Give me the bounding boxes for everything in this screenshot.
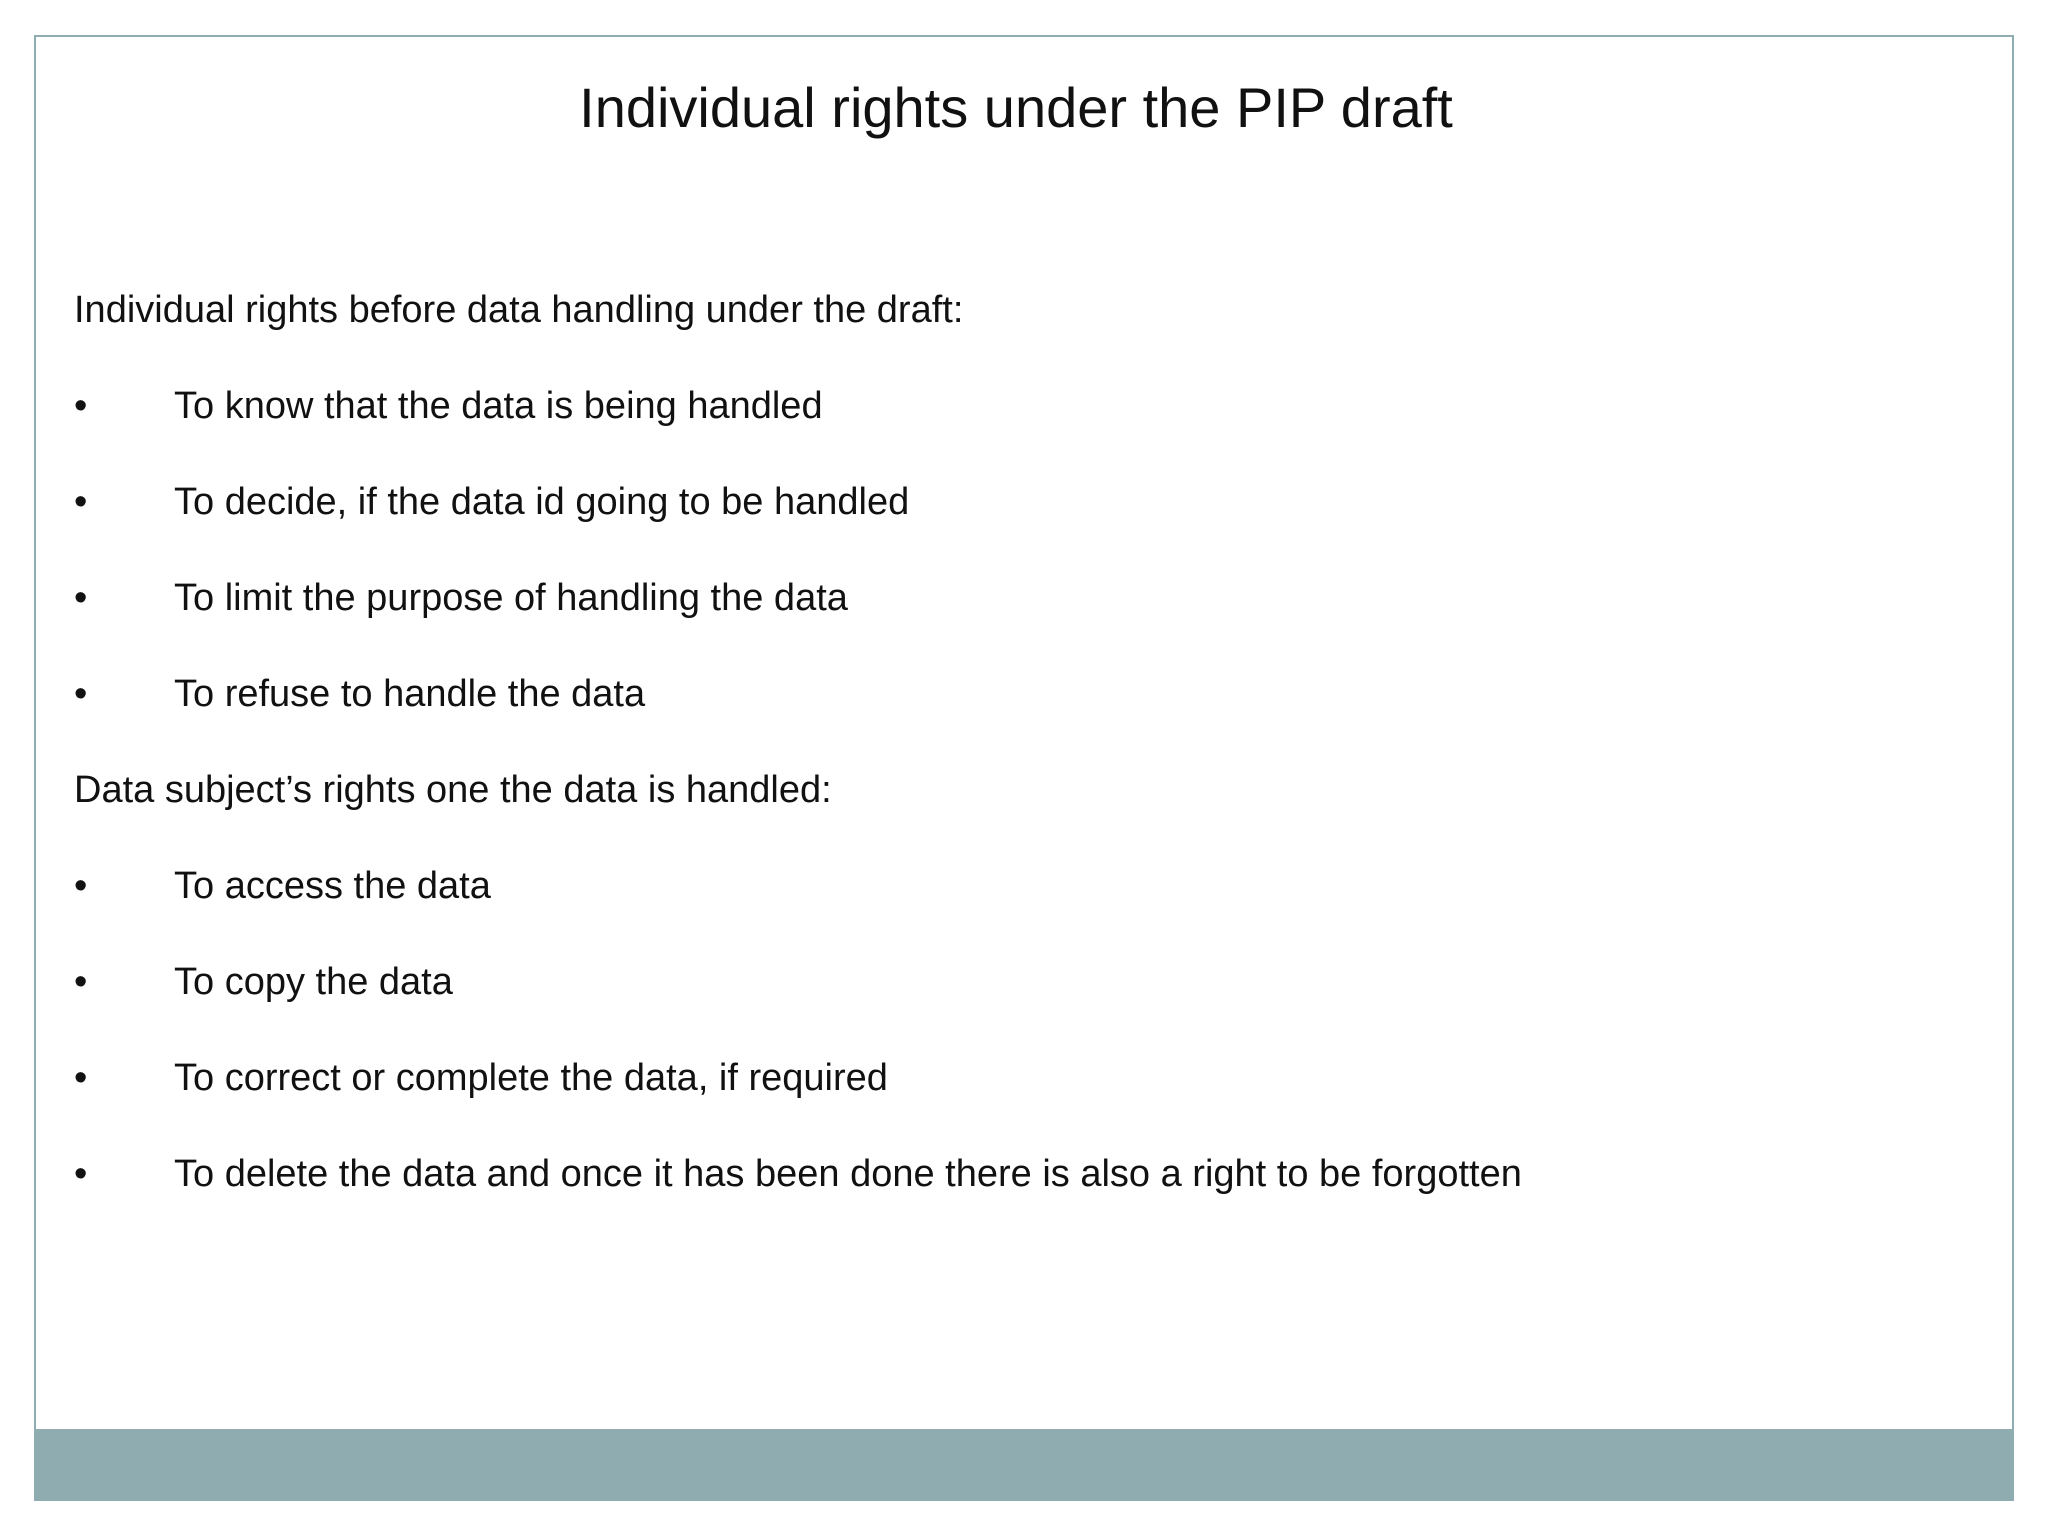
list-item-text: To limit the purpose of handling the data [174, 577, 848, 619]
list-item [74, 863, 1954, 959]
list-item-text: To delete the data and once it has been done there is also a right to be forgotten [174, 1153, 1522, 1195]
list-item-text: To refuse to handle the data [174, 673, 646, 715]
list-item [74, 959, 1954, 1055]
section-heading-after-handling: Data subject’s rights one the data is handled: [74, 769, 832, 811]
bullet-icon: • [74, 673, 88, 715]
list-item-text: To access the data [174, 865, 491, 907]
bullet-icon: • [74, 961, 88, 1003]
slide-title: Individual rights under the PIP draft [579, 76, 1453, 139]
list-item [74, 383, 1954, 479]
list-item [74, 479, 1954, 575]
slide-frame [34, 35, 2014, 1501]
list-item [74, 1151, 1954, 1247]
bullet-icon: • [74, 1153, 88, 1195]
bullet-icon: • [74, 1057, 88, 1099]
list-item-text: To copy the data [174, 961, 453, 1003]
list-item [74, 575, 1954, 671]
list-item-text: To correct or complete the data, if required [174, 1057, 888, 1099]
bullet-icon: • [74, 481, 88, 523]
footer-band [36, 1429, 2012, 1499]
slide-body [74, 287, 1954, 1247]
list-item [74, 1055, 1954, 1151]
list-item-text: To know that the data is being handled [174, 385, 823, 427]
section-heading-before-handling: Individual rights before data handling under the draft: [74, 289, 964, 331]
bullet-icon: • [74, 577, 88, 619]
list-item-text: To decide, if the data id going to be handled [174, 481, 910, 523]
list-item [74, 671, 1954, 767]
bullet-icon: • [74, 385, 88, 427]
bullet-icon: • [74, 865, 88, 907]
